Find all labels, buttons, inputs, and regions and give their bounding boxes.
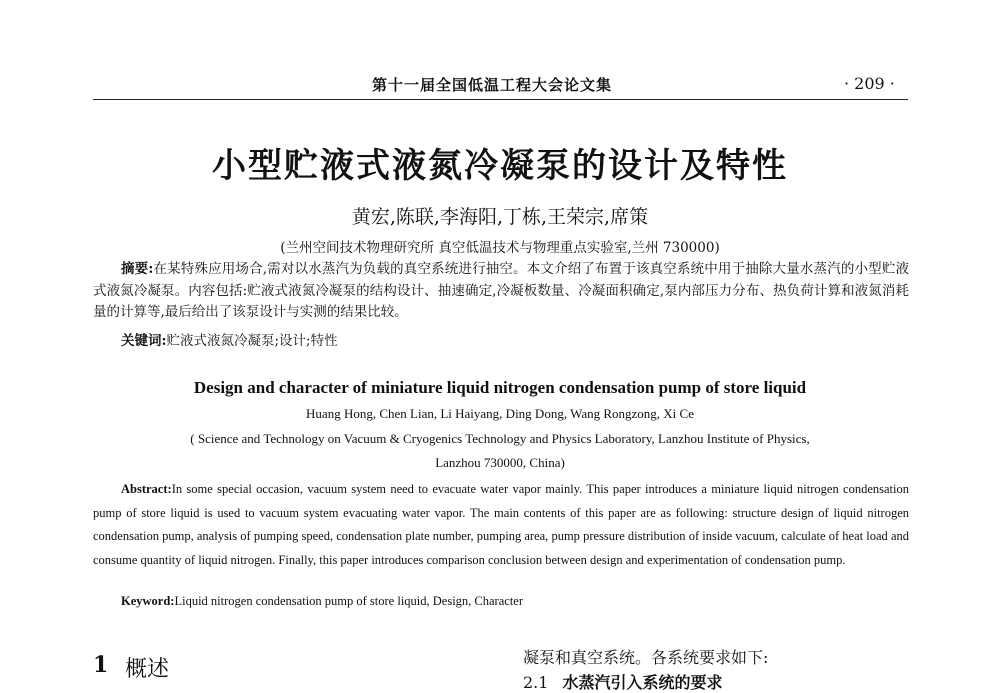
- abstract-cn-label: 摘要:: [121, 261, 154, 277]
- abstract-cn-text: 在某特殊应用场合,需对以水蒸汽为负载的真空系统进行抽空。本文介绍了布置于该真空系统中用于抽除大量水蒸汽的小型贮液式液氮冷凝泵。内容包括:贮液式液氮冷凝泵的结构设计、抽速确定,冷凝板数量、冷凝面积确定,泵内部压力分布、热负荷计算和液氮消耗量的计算等,最后给出了该泵设计与实测的结果比较。: [93, 261, 910, 320]
- header-rule: [93, 99, 908, 100]
- section-number: 1: [93, 652, 109, 678]
- keywords-en-text: Liquid nitrogen condensation pump of store liquid, Design, Character: [174, 594, 524, 608]
- paper-title: 小型贮液式液氮冷凝泵的设计及特性: [212, 146, 788, 186]
- keywords-cn-label: 关键词:: [121, 333, 167, 349]
- keywords-en: [121, 594, 523, 609]
- column2-text: 凝泵和真空系统。各系统要求如下:: [523, 648, 769, 667]
- subsection-number: 2.1: [523, 673, 549, 692]
- page-number: · 209 ·: [844, 74, 895, 93]
- affiliation: (兰州空间技术物理研究所 真空低温技术与物理重点实验室,兰州 730000): [280, 240, 720, 256]
- english-authors: Huang Hong, Chen Lian, Li Haiyang, Ding Dong, Wang Rongzong, Xi Ce: [306, 406, 694, 421]
- abstract-cn: [93, 259, 909, 324]
- authors: 黄宏,陈联,李海阳,丁栋,王荣宗,席策: [351, 206, 649, 228]
- subsection-title: 水蒸汽引入系统的要求: [562, 673, 723, 692]
- keywords-cn: [121, 329, 338, 349]
- section-title: 概述: [125, 657, 170, 682]
- english-affiliation-line1: ( Science and Technology on Vacuum & Cryogenics Technology and Physics Laboratory, Lanzhou Institute of Physics,: [190, 431, 810, 446]
- abstract-en-label: Abstract:: [121, 482, 172, 496]
- keywords-en-label: Keyword:: [121, 594, 175, 608]
- abstract-en-text: In some special occasion, vacuum system need to evacuate water vapor mainly. This paper introduces a miniature liquid nitrogen condensation pump of store liquid is used to vacuum system evacuating water vapor. The main contents of this paper are as following: structure design of liquid nitrogen condensation pump, analysis of pumping speed, condensation plate number, pumping area, pump pressure distribution of inside vacuum, calculate of heat load and consume quantity of liquid nitrogen. Finally, this paper introduces comparison conclusion between design and experimentation of condensation pump.: [93, 482, 909, 567]
- english-affiliation-line2: Lanzhou 730000, China): [435, 455, 565, 470]
- abstract-en: [93, 478, 909, 572]
- keywords-cn-text: 贮液式液氮冷凝泵;设计;特性: [166, 333, 338, 349]
- subsection-heading: [523, 670, 722, 693]
- english-title: Design and character of miniature liquid nitrogen condensation pump of store liquid: [193, 378, 807, 397]
- running-head: 第十一届全国低温工程大会论文集: [372, 76, 613, 94]
